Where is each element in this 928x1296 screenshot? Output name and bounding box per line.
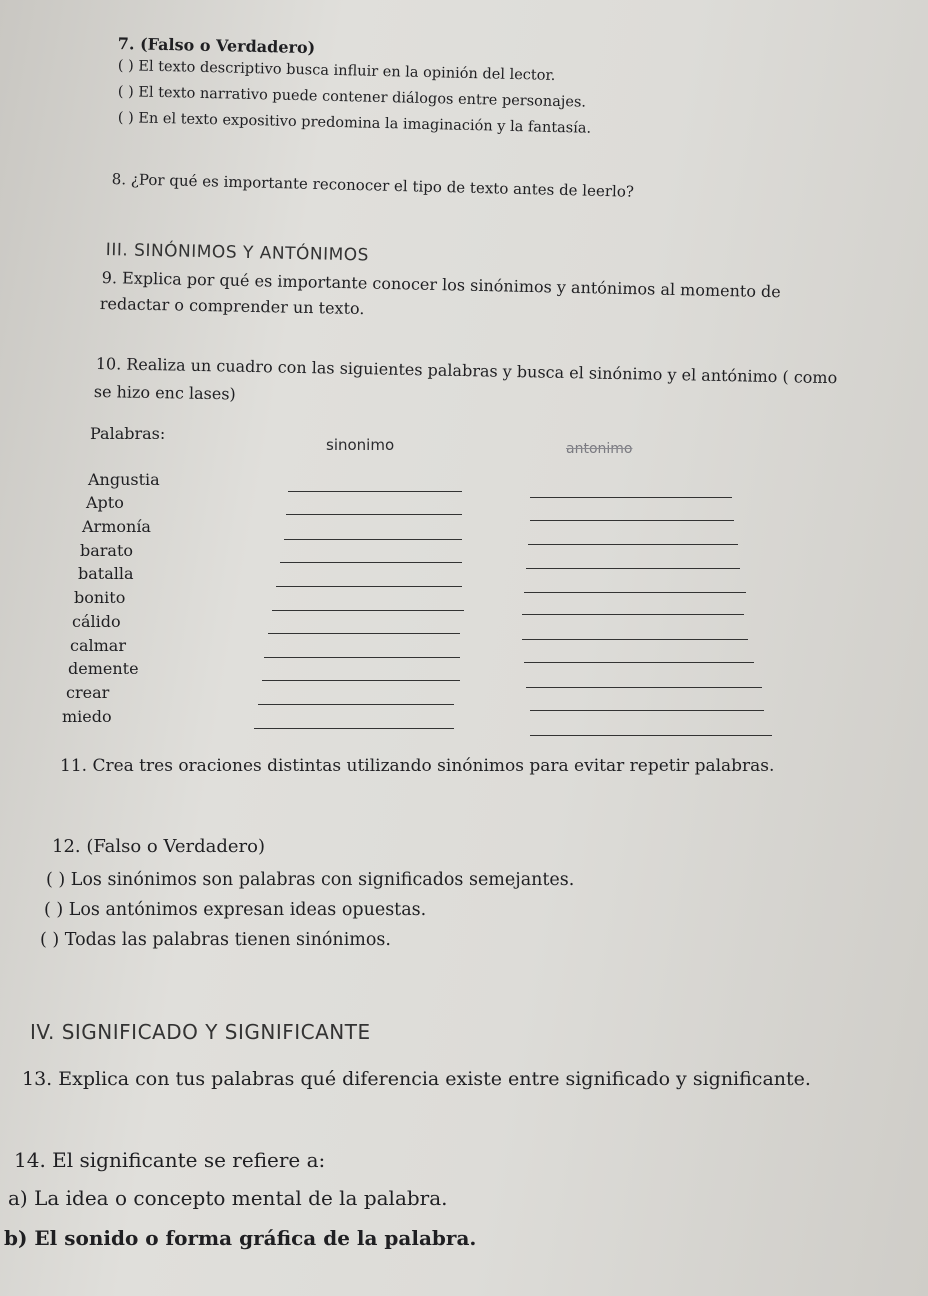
col-header-antonym: antonimo <box>566 441 633 457</box>
antonym-line-9[interactable] <box>526 687 762 688</box>
word-1: Angustia <box>88 470 160 489</box>
q8-text: 8. ¿Por qué es importante reconocer el tipo de texto antes de leerlo? <box>111 170 635 201</box>
antonym-line-8[interactable] <box>524 662 754 663</box>
q10-line-1: 10. Realiza un cuadro con las siguientes palabras y busca el sinónimo y el antónimo ( como <box>95 354 838 388</box>
q12-item-1[interactable]: ( ) Los sinónimos son palabras con significados semejantes. <box>46 870 575 890</box>
section-4-heading: IV. SIGNIFICADO Y SIGNIFICANTE <box>30 1020 371 1044</box>
word-2: Apto <box>86 493 124 512</box>
section-3-heading: III. SINÓNIMOS Y ANTÓNIMOS <box>105 240 370 266</box>
synonym-line-3[interactable] <box>284 539 462 540</box>
q11-text: 11. Crea tres oraciones distintas utilizando sinónimos para evitar repetir palabras. <box>60 756 775 776</box>
synonym-line-11[interactable] <box>254 728 454 729</box>
q9-line-1: 9. Explica por qué es importante conocer los sinónimos y antónimos al momento de <box>101 268 781 302</box>
word-6: bonito <box>74 588 126 607</box>
synonym-line-2[interactable] <box>286 514 462 515</box>
synonym-line-7[interactable] <box>268 633 460 634</box>
antonym-line-5[interactable] <box>524 592 746 593</box>
word-8: calmar <box>70 636 126 655</box>
antonym-line-10[interactable] <box>530 710 764 711</box>
word-5: batalla <box>78 564 134 583</box>
word-7: cálido <box>72 612 121 631</box>
word-9: demente <box>68 659 139 678</box>
antonym-line-2[interactable] <box>530 520 734 521</box>
q12-item-3[interactable]: ( ) Todas las palabras tienen sinónimos. <box>40 930 391 950</box>
antonym-line-11[interactable] <box>530 735 772 736</box>
synonym-line-4[interactable] <box>280 562 462 563</box>
antonym-line-1[interactable] <box>530 497 732 498</box>
q7-item-2[interactable]: ( ) El texto narrativo puede contener diálogos entre personajes. <box>117 84 587 111</box>
col-header-synonym: sinonimo <box>326 436 395 454</box>
q14-title: 14. El significante se refiere a: <box>14 1148 326 1172</box>
q10-line-2: se hizo enc lases) <box>93 382 236 404</box>
antonym-line-3[interactable] <box>528 544 738 545</box>
synonym-line-9[interactable] <box>262 680 460 681</box>
q7-item-3[interactable]: ( ) En el texto expositivo predomina la imaginación y la fantasía. <box>117 110 592 137</box>
synonym-line-1[interactable] <box>288 491 462 492</box>
col-header-words: Palabras: <box>90 424 166 443</box>
q7-item-1[interactable]: ( ) El texto descriptivo busca influir en la opinión del lector. <box>117 58 556 84</box>
synonym-line-8[interactable] <box>264 657 460 658</box>
q12-item-2[interactable]: ( ) Los antónimos expresan ideas opuestas. <box>44 900 427 920</box>
synonym-line-6[interactable] <box>272 610 464 611</box>
word-11: miedo <box>62 707 112 726</box>
word-3: Armonía <box>82 517 151 536</box>
q14-option-b[interactable]: b) El sonido o forma gráfica de la palabra. <box>4 1226 477 1250</box>
synonym-line-5[interactable] <box>276 586 462 587</box>
word-4: barato <box>80 541 134 560</box>
word-10: crear <box>66 683 110 702</box>
synonym-line-10[interactable] <box>258 704 454 705</box>
q12-title: 12. (Falso o Verdadero) <box>52 836 265 857</box>
q9-line-2: redactar o comprender un texto. <box>99 294 365 319</box>
antonym-line-6[interactable] <box>522 614 744 615</box>
q7-title: 7. (Falso o Verdadero) <box>117 34 316 58</box>
antonym-line-4[interactable] <box>526 568 740 569</box>
antonym-line-7[interactable] <box>522 639 748 640</box>
q13-text: 13. Explica con tus palabras qué diferencia existe entre significado y significante. <box>22 1068 811 1090</box>
q14-option-a[interactable]: a) La idea o concepto mental de la palabra. <box>8 1186 448 1210</box>
